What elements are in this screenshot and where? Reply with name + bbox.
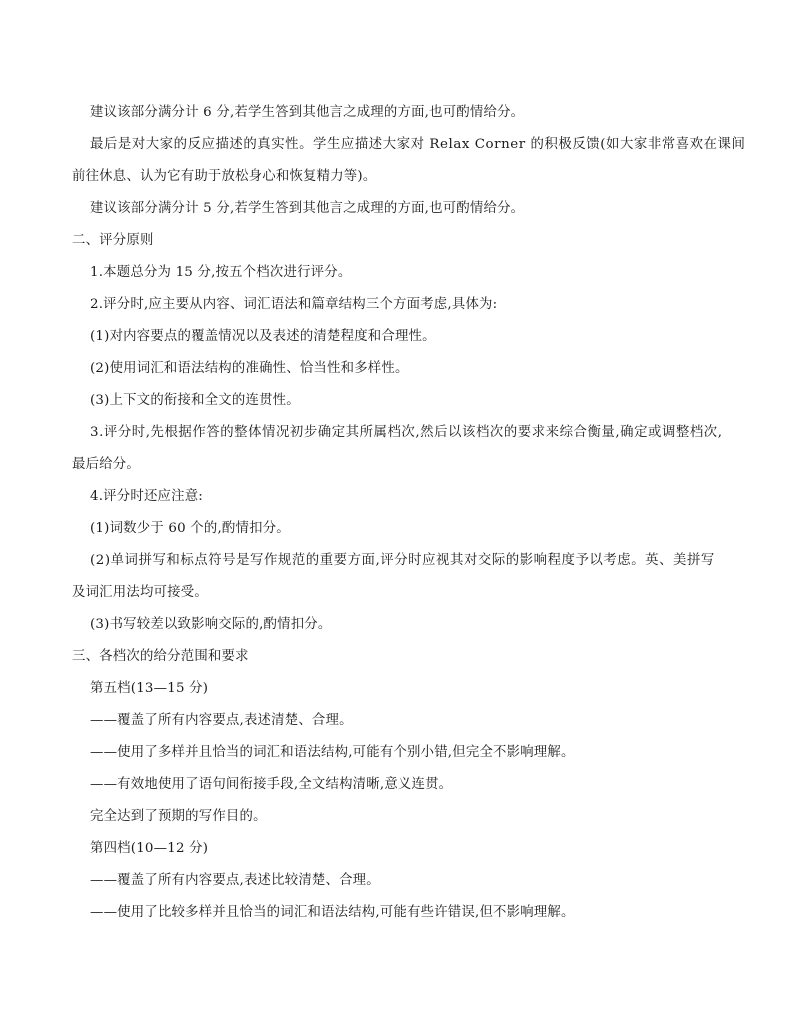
text-line: (2)单词拼写和标点符号是写作规范的重要方面,评分时应视其对交际的影响程度予以考虑。英、美拼写 — [90, 553, 715, 568]
grade-heading: 第四档(10—12 分) — [90, 841, 209, 856]
text-line: ——使用了多样并且恰当的词汇和语法结构,可能有个别小错,但完全不影响理解。 — [90, 745, 575, 760]
text-line: 最后是对大家的反应描述的真实性。学生应描述大家对 Relax Corner 的积极反馈(如大家非常喜欢在课间 — [90, 137, 746, 152]
text-line: 1.本题总分为 15 分,按五个档次进行评分。 — [90, 265, 352, 280]
text-line: (3)书写较差以致影响交际的,酌情扣分。 — [90, 617, 332, 632]
text-line: ——使用了比较多样并且恰当的词汇和语法结构,可能有些许错误,但不影响理解。 — [90, 905, 575, 920]
text-line: ——覆盖了所有内容要点,表述比较清楚、合理。 — [90, 873, 380, 888]
text-line: ——有效地使用了语句间衔接手段,全文结构清晰,意义连贯。 — [90, 777, 453, 792]
text-line: 2.评分时,应主要从内容、词汇语法和篇章结构三个方面考虑,具体为: — [90, 297, 498, 312]
text-line: (2)使用词汇和语法结构的准确性、恰当性和多样性。 — [90, 361, 409, 376]
text-line: 最后给分。 — [72, 457, 140, 472]
text-line: (3)上下文的衔接和全文的连贯性。 — [90, 393, 300, 408]
text-line: (1)词数少于 60 个的,酌情扣分。 — [90, 521, 290, 536]
text-line: 及词汇用法均可接受。 — [72, 585, 208, 600]
section-heading: 二、评分原则 — [72, 233, 154, 248]
text-line: 建议该部分满分计 6 分,若学生答到其他言之成理的方面,也可酌情给分。 — [90, 105, 525, 120]
text-line: 完全达到了预期的写作目的。 — [90, 809, 267, 824]
text-line: 3.评分时,先根据作答的整体情况初步确定其所属档次,然后以该档次的要求来综合衡量,确定或调整档次, — [90, 425, 723, 440]
section-heading: 三、各档次的给分范围和要求 — [72, 649, 249, 664]
text-line: 建议该部分满分计 5 分,若学生答到其他言之成理的方面,也可酌情给分。 — [90, 201, 525, 216]
text-line: (1)对内容要点的覆盖情况以及表述的清楚程度和合理性。 — [90, 329, 436, 344]
text-line: 4.评分时还应注意: — [90, 489, 204, 504]
text-line: 前往休息、认为它有助于放松身心和恢复精力等)。 — [72, 169, 377, 184]
grade-heading: 第五档(13—15 分) — [90, 681, 209, 696]
text-line: ——覆盖了所有内容要点,表述清楚、合理。 — [90, 713, 353, 728]
